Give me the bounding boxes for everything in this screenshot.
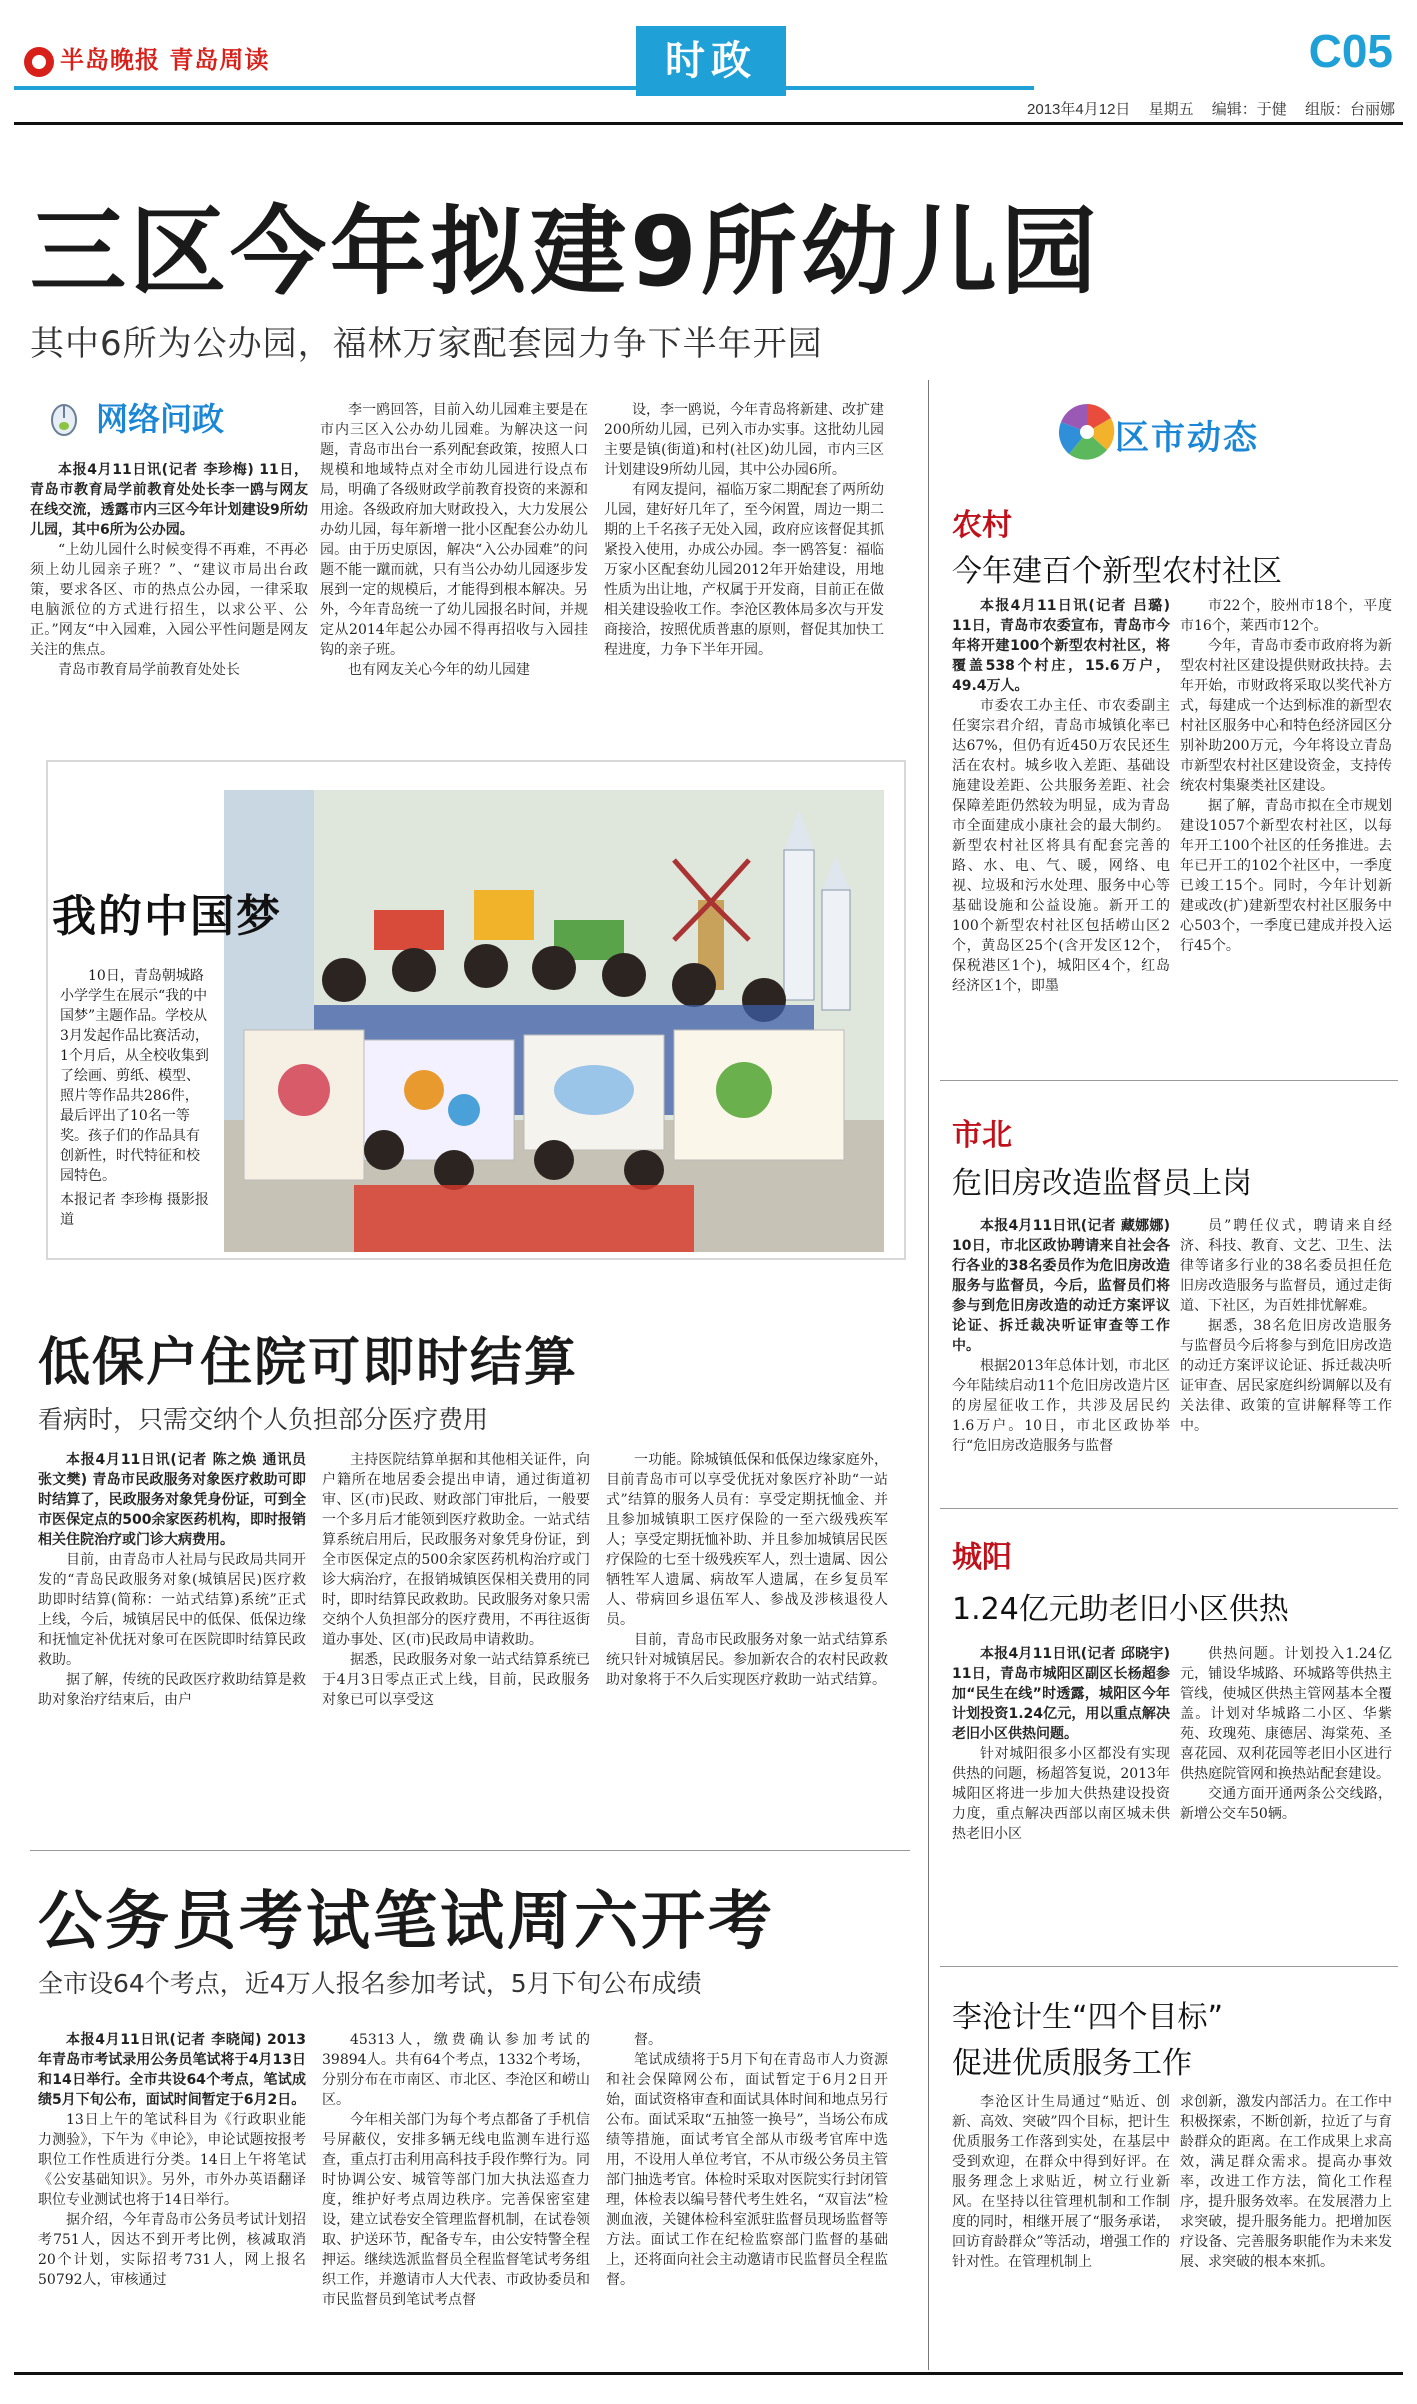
rural-col-1 xyxy=(952,596,1170,1032)
lead-col1-p1: 本报4月11日讯(记者 李珍梅) 11日，青岛市教育局学前教育处处长李一鸥与网友在线交流，透露市内三区今年计划建设9所幼儿园，其中6所为公办园。 xyxy=(30,462,308,538)
students-photo xyxy=(224,790,884,1252)
story3-col-3 xyxy=(606,2030,888,2366)
issue-editor: 编辑：于健 xyxy=(1211,101,1287,118)
rural-headline: 今年建百个新型农村社区 xyxy=(952,554,1282,589)
shibei-col2-p2: 据悉，38名危旧房改造服务与监督员今后将参与到危旧房改造的动迁方案评议论证、拆迁裁决听证审查、居民家庭纠纷调解以及有关法律、政策的宣讲解释等工作中。 xyxy=(1180,1318,1392,1434)
licang-headline-2: 促进优质服务工作 xyxy=(952,2046,1192,2081)
story3-headline: 公务员考试笔试周六开考 xyxy=(38,1885,775,1959)
chengyang-col-2 xyxy=(1180,1644,1392,1946)
chengyang-col1-p2: 针对城阳很多小区都没有实现供热的问题，杨超答复说，2013年城阳区将进一步加大供热建设投资力度，重点解决西部以南区城未供热老旧小区 xyxy=(952,1746,1170,1842)
paper-seal-icon xyxy=(24,47,54,77)
rural-tag: 农村 xyxy=(952,508,1012,543)
lead-col-3 xyxy=(604,400,884,750)
shibei-col2-p1: 员”聘任仪式，聘请来自经济、科技、教育、文艺、卫生、法律等诸多行业的38名委员担任危旧房改造服务与监督员，通过走街道、下社区，为百姓排忧解难。 xyxy=(1180,1218,1392,1314)
net-policy-label: 网络问政 xyxy=(96,400,225,438)
photo-caption-text: 10日，青岛朝城路小学学生在展示“我的中国梦”主题作品。学校从3月发起作品比赛活动，1个月后，从全校收集到了绘画、剪纸、模型、照片等作品共286件，最后评出了10名一等奖。孩子们的作品具有创新性，时代特征和校园特色。 xyxy=(60,968,209,1184)
mouse-icon xyxy=(44,396,84,436)
lead-col3-p1: 设，李一鸥说，今年青岛将新建、改扩建200所幼儿园，已列入市办实事。这批幼儿园主要是镇(街道)和村(社区)幼儿园，市内三区计划建设9所幼儿园，其中公办园6所。 xyxy=(604,402,884,478)
issue-layout: 组版：台丽娜 xyxy=(1304,101,1395,118)
story2-col1-p3: 据了解，传统的民政医疗救助结算是救助对象治疗结束后，由户 xyxy=(38,1672,306,1708)
story3-col1-p3: 据介绍，今年青岛市公务员考试计划招考751人，因达不到开考比例，核减取消20个计划，实际招考731人，网上报名50792人，审核通过 xyxy=(38,2212,306,2288)
story2-col3-p2: 目前，青岛市民政服务对象一站式结算系统只针对城镇居民。参加新农合的农村民政救助对象将于不久后实现医疗救助一站式结算。 xyxy=(606,1632,888,1688)
story3-col3-p2: 笔试成绩将于5月下旬在青岛市人力资源和社会保障网公布，面试暂定于6月2日开始，面试资格审查和面试具体时间和地点另行公布。面试采取“五抽签一换号”，当场公布成绩等措施，面试考官全部从市级考官库中选用，不设用人单位考官，不从市级公务员主管部门抽选考官。体检时采取对医院实行封闭管理，体检表以编号替代考生姓名，“双盲法”检测血液，关键体检科室派驻监督员现场监督等方法。面试工作在纪检监察部门监督的基础上，还将面向社会主动邀请市民监督员全程监督。 xyxy=(606,2052,888,2288)
net-policy-badge xyxy=(44,392,294,436)
lead-col1-p2: “上幼儿园什么时候变得不再难，不再必须上幼儿园亲子班？”、“建议市局出台政策，要求各区、市的热点公办园，一律采取电脑派位的方式进行招生，以求公平、公正。”网友“中入园难，入园公平性问题是网友关注的焦点。 xyxy=(30,542,308,658)
story3-col2-p2: 今年相关部门为每个考点都备了手机信号屏蔽仪，安排多辆无线电监测车进行巡查，重点打击利用高科技手段作弊行为。同时协调公安、城管等部门加大执法巡查力度，维护好考点周边秩序。完善保密室建设，建立试卷安全管理监督机制，在试卷领取、护送环节，配备专车，由公安特警全程押运。继续选派监督员全程监督笔试考务组织工作，并邀请市人大代表、市政协委员和市民监督员到笔试考点督 xyxy=(322,2112,590,2308)
chengyang-col-1 xyxy=(952,1644,1170,1946)
lead-col3-p2: 有网友提问，福临万家二期配套了两所幼儿园，建好好几年了，至今闲置，周边一期二期的上千名孩子无处入园，政府应该督促其抓紧投入使用，办成公办园。李一鸥答复：福临万家小区配套幼儿园2012年开始建设，用地性质为出让地，产权属于开发商，目前正在做相关建设验收工作。李沧区教体局多次与开发商接洽，按照优质普惠的原则，督促其加快工程进度，力争下半年开园。 xyxy=(604,482,884,658)
column-divider xyxy=(928,380,929,2370)
issue-date: 2013年4月12日 xyxy=(1027,101,1131,118)
story3-col1-p2: 13日上午的笔试科目为《行政职业能力测验》，下午为《申论》，申论试题按报考职位工作性质进行分类。14日上午将笔试《公安基础知识》。另外，市外办英语翻译职位专业测试也将于14日举行。 xyxy=(38,2112,306,2208)
shibei-col1-p1: 本报4月11日讯(记者 藏娜娜) 10日，市北区政协聘请来自社会各行各业的38名委员作为危旧房改造服务与监督员，今后，监督员们将参与到危旧房改造的动迁方案评议论证、拆迁裁决听证审查等工作中。 xyxy=(952,1218,1170,1354)
right-divider-3 xyxy=(940,1966,1398,1967)
shibei-col-2 xyxy=(1180,1216,1392,1496)
rural-col-2 xyxy=(1180,596,1392,1032)
district-news-badge xyxy=(1055,396,1295,466)
story3-col1-p1: 本报4月11日讯(记者 李晓闻) 2013年青岛市考试录用公务员笔试将于4月13日和14日举行。全市共设64个考点，笔试成绩5月下旬公布，面试时间暂定于6月2日。 xyxy=(38,2032,306,2108)
rural-col1-p1: 本报4月11日讯(记者 吕璐) 11日，青岛市农委宣布，青岛市今年将开建100个新型农村社区，将覆盖538个村庄，15.6万户，49.4万人。 xyxy=(952,598,1170,694)
right-divider-2 xyxy=(940,1508,1398,1509)
pinwheel-icon xyxy=(1055,400,1119,464)
shibei-col1-p2: 根据2013年总体计划，市北区今年陆续启动11个危旧房改造片区的房屋征收工作，共涉及居民约1.6万户。10日，市北区政协举行“危旧房改造服务与监督 xyxy=(952,1358,1170,1454)
story2-col3-p1: 一功能。除城镇低保和低保边缘家庭外，目前青岛市可以享受优抚对象医疗补助“一站式”结算的服务人员有：享受定期抚恤金、并且参加城镇职工医疗保险的一至六级残疾军人；享受定期抚恤补助、并且参加城镇居民医疗保险的七至十级残疾军人，烈士遗属、因公牺牲军人遗属、病故军人遗属，在乡复员军人、带病回乡退伍军人、参战及涉核退役人员。 xyxy=(606,1452,888,1628)
students-photo-image xyxy=(224,790,884,1252)
chengyang-col2-p1: 供热问题。计划投入1.24亿元，铺设华城路、环城路等供热主管线，使城区供热主管网基本全覆盖。计划对华城路二小区、华紫苑、玫瑰苑、康德居、海棠苑、圣喜花园、双利花园等老旧小区进行供热庭院管网和换热站配套建设。 xyxy=(1180,1646,1392,1782)
rural-col1-p2: 市委农工办主任、市农委副主任窦宗君介绍，青岛市城镇化率已达67%，但仍有近450万农民还生活在农村。城乡收入差距、基础设施建设差距、公共服务差距、社会保障差距仍然较为明显，成为青岛市全面建成小康社会的最大制约。新型农村社区将具有配套完善的路、水、电、气、暖，网络、电视、垃圾和污水处理、服务中心等基础设施和公益设施。新开工的100个新型农村社区包括崂山区2个，黄岛区25个(含开发区12个，保税港区1个)，城阳区4个，红岛经济区1个，即墨 xyxy=(952,698,1170,994)
chengyang-tag: 城阳 xyxy=(952,1540,1012,1575)
shibei-col-1 xyxy=(952,1216,1170,1496)
rural-col2-p2: 今年，青岛市委市政府将为新型农村社区建设提供财政扶持。去年开始，市财政将采取以奖代补方式，每建成一个达到标准的新型农村社区服务中心和特色经济园区分别补助200万元，今年将设立青岛市新型农村社区建设资金，支持传统农村集聚类社区建设。 xyxy=(1180,638,1392,794)
story3-col-2 xyxy=(322,2030,590,2366)
lead-headline: 三区今年拟建9所幼儿园 xyxy=(30,196,1101,308)
chengyang-headline: 1.24亿元助老旧小区供热 xyxy=(952,1592,1289,1627)
shibei-headline: 危旧房改造监督员上岗 xyxy=(952,1166,1252,1201)
licang-col2-p1: 求创新，激发内部活力。在工作中积极探索，不断创新，拉近了与育龄群众的距离。在工作成果上求高效，满足群众需求。提高办事效率，改进工作方法，简化工作程序，提升服务效率。在发展潜力上求突破，提升服务能力。把增加医疗设备、完善服务职能作为未来发展、求突破的根本來抓。 xyxy=(1180,2094,1392,2270)
story2-col2-p1: 主持医院结算单据和其他相关证件，向户籍所在地居委会提出申请，通过街道初审、区(市)民政、财政部门审批后，一般要一个多月后才能领到医疗救助金。一站式结算系统启用后，民政服务对象凭身份证，到全市医保定点的500余家医药机构治疗或门诊大病治疗，在报销城镇医保相关费用的同时，即时结算民政救助。民政服务对象只需交纳个人负担部分的医疗费用，不再往返街道办事处、区(市)民政局申请救助。 xyxy=(322,1452,590,1648)
lead-col2-p2: 也有网友关心今年的幼儿园建 xyxy=(348,662,530,678)
story2-col2-p2: 据悉，民政服务对象一站式结算系统已于4月3日零点正式上线，目前，民政服务对象已可以享受这 xyxy=(322,1652,590,1708)
masthead xyxy=(0,0,1417,118)
story3-col3-p1: 督。 xyxy=(634,2032,662,2048)
issue-meta xyxy=(1013,98,1395,119)
story2-col-1 xyxy=(38,1450,306,1830)
photo-feature-title: 我的中国梦 xyxy=(52,891,282,942)
masthead-rule xyxy=(14,86,1034,90)
section-title: 时政 xyxy=(636,26,786,96)
story3-col-1 xyxy=(38,2030,306,2366)
page-bottom-rule xyxy=(14,2372,1403,2375)
lead-col-2 xyxy=(320,400,588,750)
story2-subhead: 看病时，只需交纳个人负担部分医疗费用 xyxy=(38,1405,489,1434)
lead-col-1 xyxy=(30,460,308,750)
page-number: C05 xyxy=(1308,25,1393,77)
lead-subhead: 其中6所为公办园，福林万家配套园力争下半年开园 xyxy=(30,324,823,364)
photo-feature-caption xyxy=(60,966,212,1230)
licang-col-1 xyxy=(952,2092,1170,2368)
story2-col-2 xyxy=(322,1450,590,1830)
chengyang-col2-p2: 交通方面开通两条公交线路，新增公交车50辆。 xyxy=(1180,1786,1392,1822)
licang-col-2 xyxy=(1180,2092,1392,2368)
photo-credit: 本报记者 李珍梅 摄影报道 xyxy=(60,1192,209,1228)
story2-headline: 低保户住院可即时结算 xyxy=(38,1333,579,1393)
licang-headline-1: 李沧计生“四个目标” xyxy=(952,2000,1224,2035)
story3-subhead: 全市设64个考点，近4万人报名参加考试，5月下旬公布成绩 xyxy=(38,1969,702,1998)
story3-col2-p1: 45313人，缴费确认参加考试的39894人。共有64个考点，1332个考场，分别分布在市南区、市北区、李沧区和崂山区。 xyxy=(322,2032,590,2108)
issue-weekday: 星期五 xyxy=(1148,101,1194,118)
rural-col2-p3: 据了解，青岛市拟在全市规划建设1057个新型农村社区，以每年开工100个社区的任务推进。去年已开工的102个社区中，一季度已竣工15个。同时，今年计划新建或改(扩)建新型农村社区服务中心503个，一季度已建成并投入运行45个。 xyxy=(1180,798,1392,954)
story-divider xyxy=(30,1850,910,1851)
rural-col2-p1: 市22个，胶州市18个，平度市16个，莱西市12个。 xyxy=(1180,598,1392,634)
story2-col-3 xyxy=(606,1450,888,1830)
lead-col1-p3: 青岛市教育局学前教育处处长 xyxy=(58,662,240,678)
chengyang-col1-p1: 本报4月11日讯(记者 邱晓宇) 11日，青岛市城阳区副区长杨超参加“民生在线”时透露，城阳区今年计划投资1.24亿元，用以重点解决老旧小区供热问题。 xyxy=(952,1646,1170,1742)
lead-col2-p1: 李一鸥回答，目前入幼儿园难主要是在市内三区入公办幼儿园难。为解决这一问题，青岛市出台一系列配套政策，按照人口规模和地域特点对全市幼儿园进行设点布局，明确了各级财政学前教育投资的来源和用途。各级政府加大财政投入，大力发展公办幼儿园，每年新增一批小区配套公办幼儿园。由于历史原因，解决“入公办园难”的问题不能一蹴而就，只有当公办幼儿园逐步发展到一定的规模后，才能得到根本解决。另外，今年青岛统一了幼儿园报名时间，并规定从2014年起公办园不得再招收与入园挂钩的亲子班。 xyxy=(320,402,588,658)
district-news-label: 区市动态 xyxy=(1115,418,1259,458)
shibei-tag: 市北 xyxy=(952,1118,1012,1153)
right-divider-1 xyxy=(940,1080,1398,1081)
paper-logo: 半岛晚报 青岛周读 xyxy=(24,40,269,77)
story2-col1-p2: 目前，由青岛市人社局与民政局共同开发的“青岛民政服务对象(城镇居民)医疗救助即时结算(简称：一站式结算)系统”正式上线，今后，城镇居民中的低保、低保边缘和抚恤定补优抚对象可在医院即时结算民政救助。 xyxy=(38,1552,306,1668)
story2-col1-p1: 本报4月11日讯(记者 陈之焕 通讯员 张文樊) 青岛市民政服务对象医疗救助可即时结算了，民政服务对象凭身份证，可到全市医保定点的500余家医药机构，即时报销相关住院治疗或门诊大病费用。 xyxy=(38,1452,306,1548)
licang-col1-p1: 李沧区计生局通过“贴近、创新、高效、突破”四个目标，把计生优质服务工作落到实处，在基层中受到欢迎，在群众中得到好评。在服务理念上求贴近，树立行业新风。在坚持以往管理机制和工作制度的同时，相继开展了“服务承诺，回访育龄群众”等活动，增强工作的针对性。在管理机制上 xyxy=(952,2094,1170,2270)
masthead-bottom-rule xyxy=(14,122,1403,125)
